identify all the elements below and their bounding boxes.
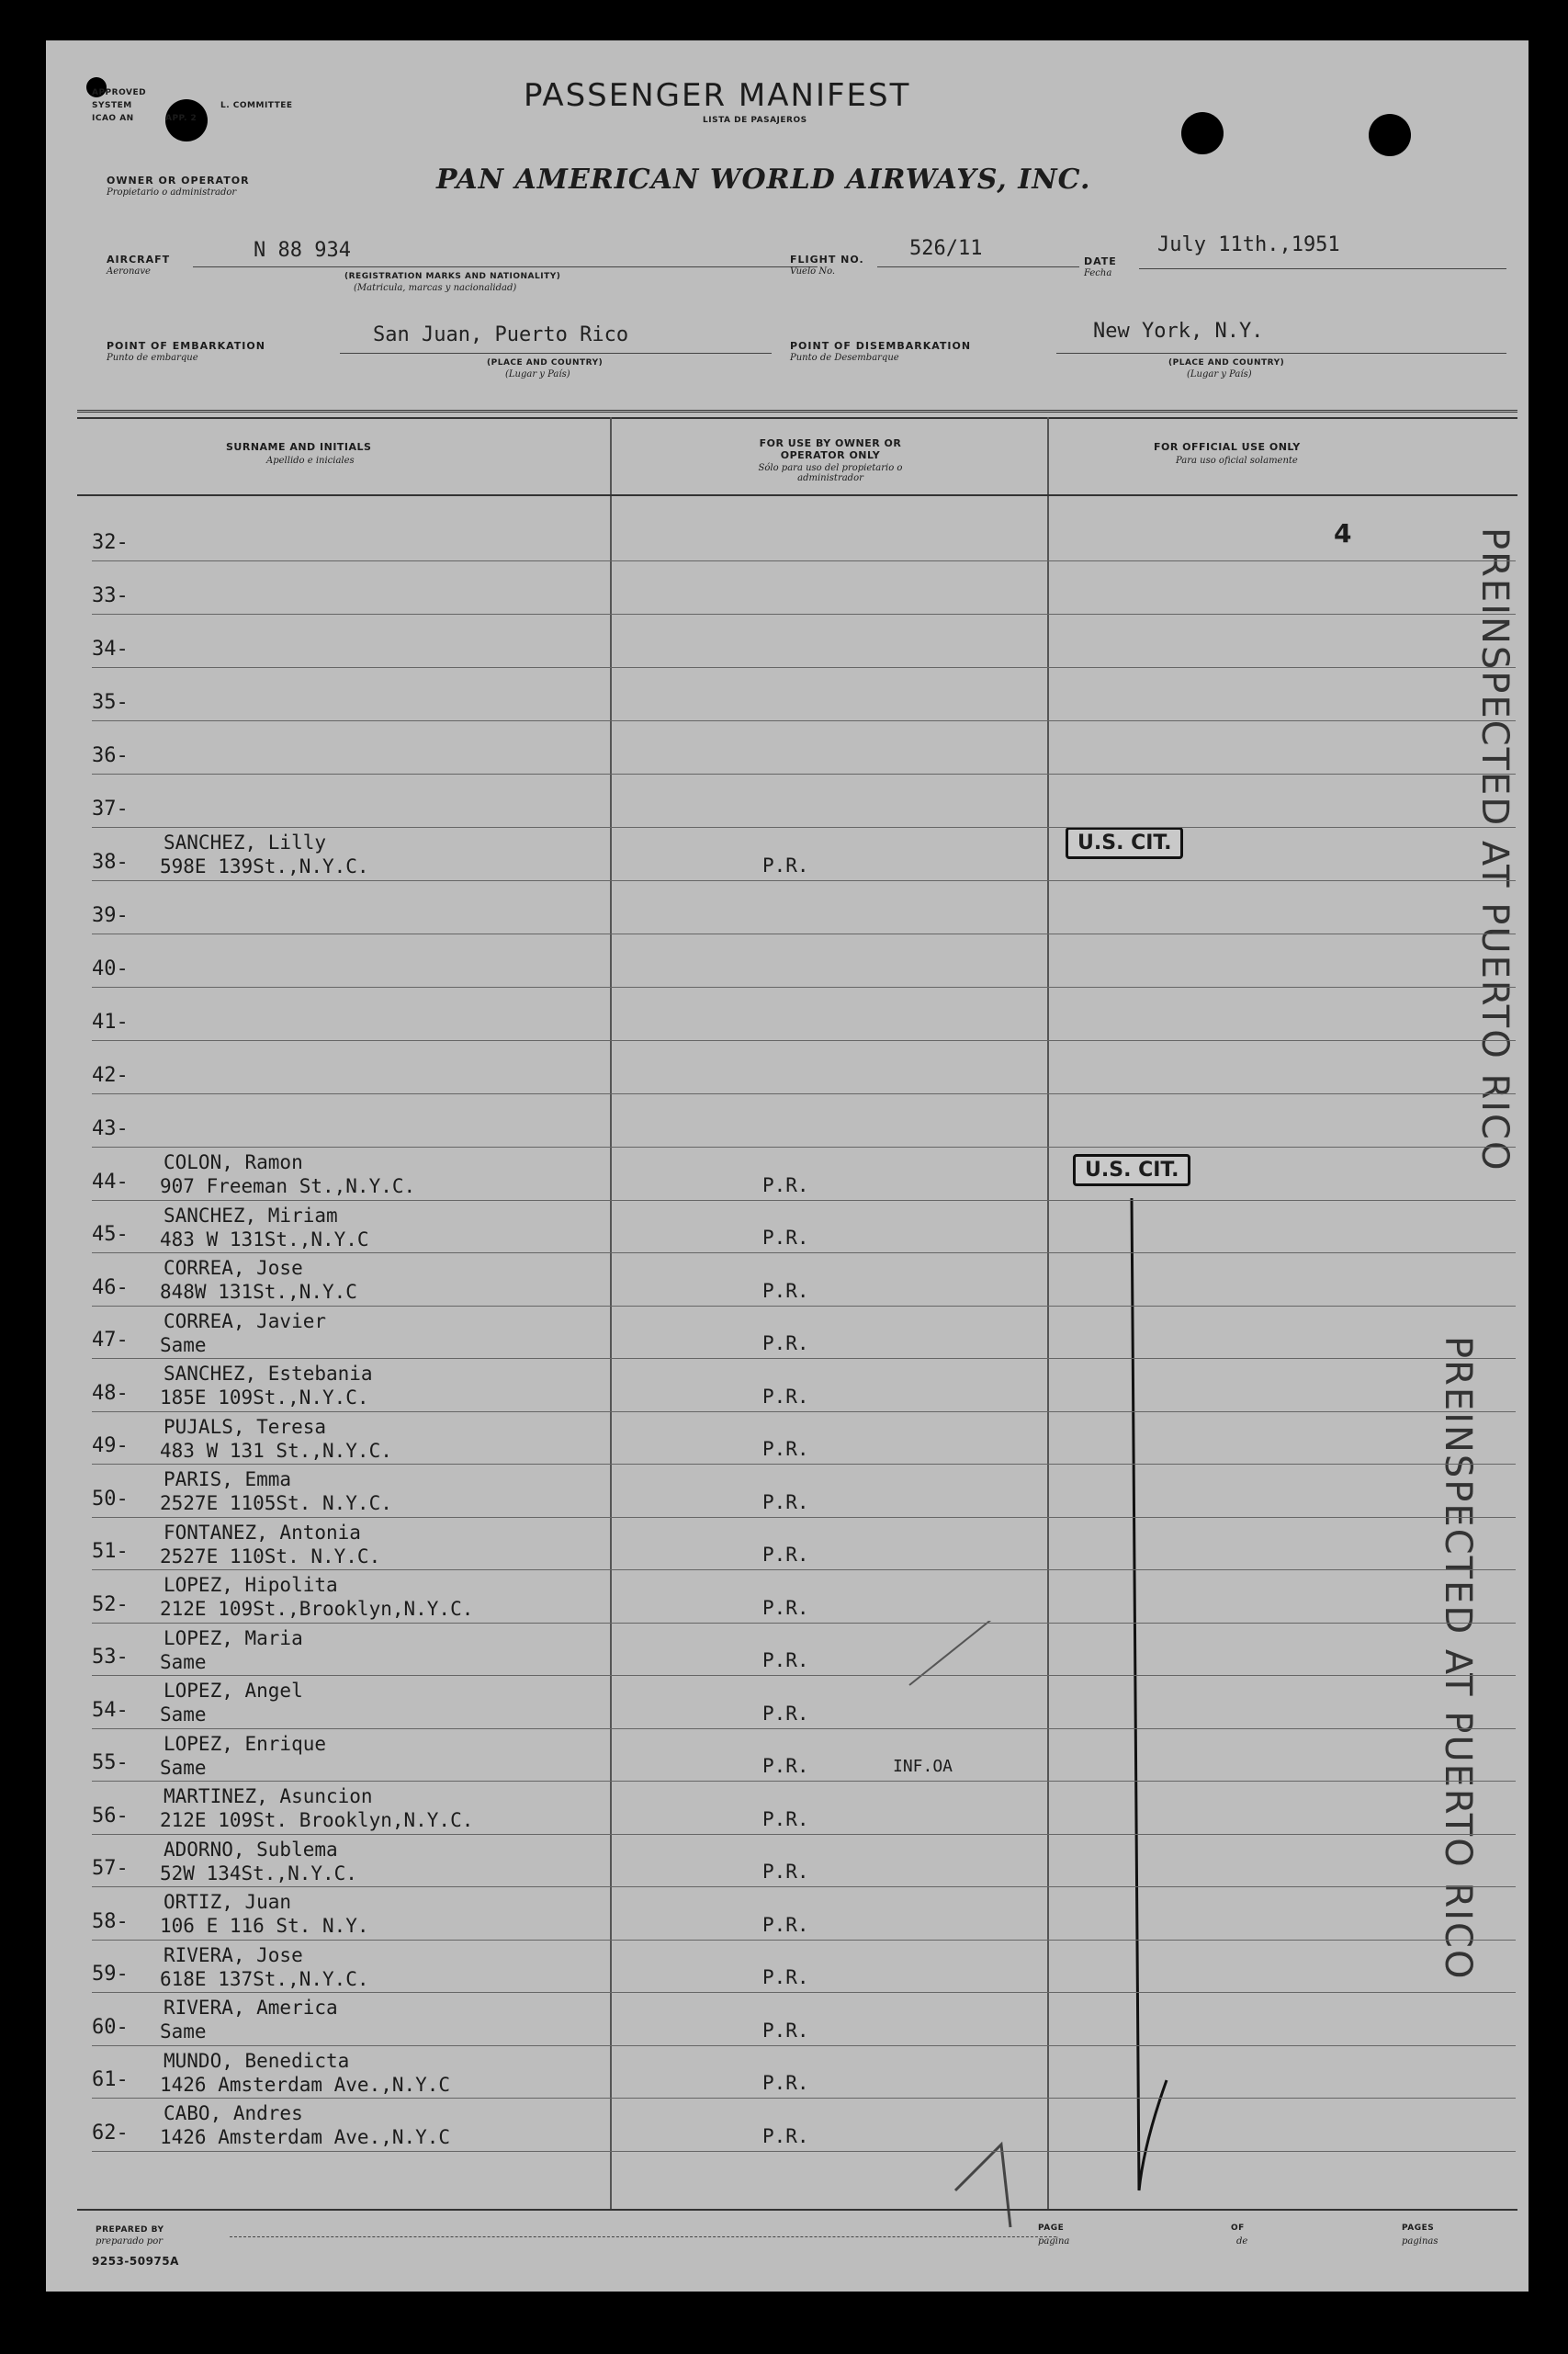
disembark-place-note-es: (Lugar y País) xyxy=(1187,369,1252,379)
passenger-name: PUJALS, Teresa xyxy=(164,1415,327,1438)
bracket-line xyxy=(1111,1198,1185,2209)
row-number: 54- xyxy=(92,1698,129,1722)
registration-note-es: (Matricula, marcas y nacionalidad) xyxy=(354,283,517,293)
passenger-name: ORTIZ, Juan xyxy=(164,1891,292,1913)
row-rule xyxy=(92,1675,1516,1676)
row-number: 46- xyxy=(92,1275,129,1299)
row-number: 58- xyxy=(92,1909,129,1933)
us-cit-stamp-1: U.S. CIT. xyxy=(1066,827,1183,859)
row-number: 43- xyxy=(92,1117,129,1140)
row-number: 40- xyxy=(92,957,129,980)
infoa-note: INF.OA xyxy=(893,1757,953,1776)
passenger-name: LOPEZ, Enrique xyxy=(164,1732,327,1755)
row-rule xyxy=(92,1093,1516,1094)
row-rule xyxy=(92,1623,1516,1624)
aircraft-underline xyxy=(193,266,818,267)
row-number: 53- xyxy=(92,1646,129,1669)
embark-place-note-es: (Lugar y País) xyxy=(505,369,570,379)
passenger-address: 907 Freeman St.,N.Y.C. xyxy=(160,1175,416,1197)
row-rule xyxy=(92,1992,1516,1993)
row-number: 37- xyxy=(92,798,129,821)
owner-value: PAN AMERICAN WORLD AIRWAYS, INC. xyxy=(436,164,1091,196)
owner-use-entry: P.R. xyxy=(762,1544,809,1566)
aircraft-value: N 88 934 xyxy=(254,239,351,262)
passenger-address: 52W 134St.,N.Y.C. xyxy=(160,1862,357,1884)
of-label: OF xyxy=(1231,2224,1245,2233)
table-top-rule-2 xyxy=(77,417,1517,419)
owner-use-entry: P.R. xyxy=(762,1332,809,1354)
embark-place-note: (PLACE AND COUNTRY) xyxy=(487,358,604,368)
passenger-address: 483 W 131 St.,N.Y.C. xyxy=(160,1439,392,1462)
owner-use-entry: P.R. xyxy=(762,1755,809,1777)
passenger-address: 618E 137St.,N.Y.C. xyxy=(160,1967,369,1990)
owner-use-entry: P.R. xyxy=(762,1913,809,1936)
form-number: 9253-50975A xyxy=(92,2255,179,2268)
passenger-name: LOPEZ, Maria xyxy=(164,1626,303,1649)
row-number: 38- xyxy=(92,851,129,874)
row-number: 56- xyxy=(92,1804,129,1828)
row-rule xyxy=(92,2098,1516,2099)
row-number: 41- xyxy=(92,1011,129,1034)
row-rule xyxy=(92,1200,1516,1201)
approved-app: APP. 2 xyxy=(165,114,197,123)
row-rule xyxy=(92,1411,1516,1412)
preinspected-stamp-1: PREINSPECTED AT PUERTO RICO xyxy=(1473,527,1516,1172)
row-number: 32- xyxy=(92,531,129,554)
owner-use-entry: P.R. xyxy=(762,2072,809,2094)
handwritten-marks xyxy=(854,1621,1075,2264)
passenger-address: 2527E 110St. N.Y.C. xyxy=(160,1545,381,1567)
passenger-name: MARTINEZ, Asuncion xyxy=(164,1785,373,1807)
date-value: July 11th.,1951 xyxy=(1157,233,1340,256)
row-number: 51- xyxy=(92,1540,129,1563)
date-label-es: Fecha xyxy=(1084,268,1112,278)
passenger-address: 848W 131St.,N.Y.C xyxy=(160,1281,357,1303)
passenger-name: RIVERA, America xyxy=(164,1997,338,2019)
manifest-title-es: LISTA DE PASAJEROS xyxy=(703,116,807,125)
row-rule xyxy=(92,1940,1516,1941)
embark-label: POINT OF EMBARKATION xyxy=(107,340,265,352)
passenger-name: SANCHEZ, Estebania xyxy=(164,1363,373,1385)
row-number: 34- xyxy=(92,638,129,661)
date-label: DATE xyxy=(1084,255,1117,267)
row-rule xyxy=(92,720,1516,721)
header-bottom-rule xyxy=(77,494,1517,496)
row-rule xyxy=(92,667,1516,668)
page-label-es: pagina xyxy=(1038,2236,1070,2246)
punch-hole xyxy=(1369,114,1411,156)
row-number: 45- xyxy=(92,1223,129,1246)
row-number: 55- xyxy=(92,1751,129,1774)
row-rule xyxy=(92,1569,1516,1570)
passenger-address: 212E 109St. Brooklyn,N.Y.C. xyxy=(160,1809,474,1831)
owner-use-entry: P.R. xyxy=(762,1438,809,1460)
disembark-underline xyxy=(1056,353,1506,354)
owner-use-entry: P.R. xyxy=(762,1596,809,1619)
owner-use-entry: P.R. xyxy=(762,2019,809,2042)
passenger-name: ADORNO, Sublema xyxy=(164,1838,338,1861)
row-rule xyxy=(92,1252,1516,1253)
table-top-rule xyxy=(77,410,1517,413)
passenger-address: 2527E 1105St. N.Y.C. xyxy=(160,1492,392,1514)
disembark-value: New York, N.Y. xyxy=(1093,320,1264,343)
punch-hole xyxy=(1181,112,1224,154)
owner-use-entry: P.R. xyxy=(762,1861,809,1883)
passenger-address: Same xyxy=(160,1650,207,1673)
prepared-by-label: PREPARED BY xyxy=(96,2225,164,2235)
passenger-name: LOPEZ, Angel xyxy=(164,1680,303,1702)
row-number: 57- xyxy=(92,1857,129,1880)
of-label-es: de xyxy=(1236,2236,1248,2246)
row-rule xyxy=(92,1040,1516,1041)
row-rule xyxy=(92,1517,1516,1518)
owner-use-entry: P.R. xyxy=(762,1649,809,1671)
owner-use-entry: P.R. xyxy=(762,1702,809,1725)
aircraft-label-es: Aeronave xyxy=(107,266,151,277)
row-rule xyxy=(92,1728,1516,1729)
us-cit-stamp-2: U.S. CIT. xyxy=(1073,1154,1190,1186)
row-number: 36- xyxy=(92,744,129,767)
owner-use-entry: P.R. xyxy=(762,1279,809,1302)
owner-use-entry: P.R. xyxy=(762,1173,809,1196)
row-number: 39- xyxy=(92,904,129,927)
row-rule xyxy=(92,1358,1516,1359)
row-number: 59- xyxy=(92,1963,129,1986)
embark-underline xyxy=(340,353,772,354)
passenger-name: LOPEZ, Hipolita xyxy=(164,1574,338,1596)
pages-label-es: paginas xyxy=(1402,2236,1438,2246)
row-number: 48- xyxy=(92,1381,129,1405)
registration-note: (REGISTRATION MARKS AND NATIONALITY) xyxy=(344,272,561,281)
passenger-name: SANCHEZ, Miriam xyxy=(164,1204,338,1227)
row-rule xyxy=(92,2151,1516,2152)
row-number: 61- xyxy=(92,2068,129,2091)
owner-use-entry: P.R. xyxy=(762,1807,809,1830)
passenger-address: 483 W 131St.,N.Y.C xyxy=(160,1228,369,1251)
disembark-place-note: (PLACE AND COUNTRY) xyxy=(1168,358,1285,368)
row-rule xyxy=(92,1464,1516,1465)
passenger-address: 185E 109St.,N.Y.C. xyxy=(160,1386,369,1409)
passenger-address: 598E 139St.,N.Y.C. xyxy=(160,855,369,877)
aircraft-label: AIRCRAFT xyxy=(107,254,171,266)
row-rule xyxy=(92,1834,1516,1835)
row-rule xyxy=(92,880,1516,881)
passenger-address: Same xyxy=(160,1333,207,1356)
surname-header: SURNAME AND INITIALS xyxy=(226,441,372,453)
passenger-name: SANCHEZ, Lilly xyxy=(164,832,327,854)
passenger-name: COLON, Ramon xyxy=(164,1151,303,1173)
owner-use-entry: P.R. xyxy=(762,2124,809,2147)
manifest-title: PASSENGER MANIFEST xyxy=(524,77,911,114)
owner-use-entry: P.R. xyxy=(762,1490,809,1513)
passenger-name: MUNDO, Benedicta xyxy=(164,2049,350,2072)
owner-use-header-es: Sólo para uso del propietario o administrador xyxy=(758,463,903,483)
approved-icao: ICAO AN xyxy=(92,114,134,123)
official-use-header: FOR OFFICIAL USE ONLY xyxy=(1154,441,1301,453)
row-rule xyxy=(92,1306,1516,1307)
preinspected-stamp-2: PREINSPECTED AT PUERTO RICO xyxy=(1437,1336,1479,1981)
row-rule xyxy=(92,774,1516,775)
passenger-name: CORREA, Jose xyxy=(164,1257,303,1279)
passenger-address: 106 E 116 St. N.Y. xyxy=(160,1915,369,1937)
row-rule xyxy=(92,1147,1516,1148)
row-number: 33- xyxy=(92,584,129,607)
passenger-address: Same xyxy=(160,1703,207,1726)
row-number: 47- xyxy=(92,1329,129,1352)
owner-use-entry: P.R. xyxy=(762,854,809,877)
embark-value: San Juan, Puerto Rico xyxy=(373,323,629,346)
row-rule xyxy=(92,560,1516,561)
passenger-address: 1426 Amsterdam Ave.,N.Y.C xyxy=(160,2073,451,2096)
flight-label-es: Vuelo No. xyxy=(790,266,836,277)
footer-rule xyxy=(77,2209,1517,2211)
passenger-name: RIVERA, Jose xyxy=(164,1943,303,1966)
embark-label-es: Punto de embarque xyxy=(107,353,198,363)
row-rule xyxy=(92,1781,1516,1782)
passenger-address: 1426 Amsterdam Ave.,N.Y.C xyxy=(160,2126,451,2148)
prepared-by-underline xyxy=(230,2236,1056,2237)
row-rule xyxy=(92,827,1516,828)
row-number: 50- xyxy=(92,1487,129,1511)
prepared-by-label-es: preparado por xyxy=(96,2236,164,2246)
official-mark: 4 xyxy=(1334,518,1352,549)
owner-use-entry: P.R. xyxy=(762,1227,809,1249)
column-divider-1 xyxy=(610,417,612,2209)
row-number: 44- xyxy=(92,1170,129,1194)
disembark-label-es: Punto de Desembarque xyxy=(790,353,899,363)
row-rule xyxy=(92,614,1516,615)
row-number: 52- xyxy=(92,1592,129,1616)
passenger-address: Same xyxy=(160,1756,207,1779)
surname-header-es: Apellido e iniciales xyxy=(266,456,355,466)
passenger-name: CABO, Andres xyxy=(164,2102,303,2124)
disembark-label: POINT OF DISEMBARKATION xyxy=(790,340,972,352)
flight-underline xyxy=(877,266,1079,267)
passenger-address: 212E 109St.,Brooklyn,N.Y.C. xyxy=(160,1598,474,1620)
owner-use-header: FOR USE BY OWNER OR OPERATOR ONLY xyxy=(759,437,902,461)
passenger-name: PARIS, Emma xyxy=(164,1468,292,1490)
row-number: 42- xyxy=(92,1064,129,1087)
passenger-name: FONTANEZ, Antonia xyxy=(164,1521,361,1544)
flight-label: FLIGHT NO. xyxy=(790,254,864,266)
row-number: 35- xyxy=(92,691,129,714)
owner-label: OWNER OR OPERATOR xyxy=(107,175,250,187)
owner-label-es: Propietario o administrador xyxy=(107,187,237,198)
owner-use-entry: P.R. xyxy=(762,1966,809,1988)
approved-label: APPROVED xyxy=(92,88,147,97)
approved-committee: L. COMMITTEE xyxy=(220,101,293,110)
row-number: 49- xyxy=(92,1434,129,1457)
row-rule xyxy=(92,987,1516,988)
page-label: PAGE xyxy=(1038,2224,1065,2233)
row-number: 62- xyxy=(92,2121,129,2145)
passenger-name: CORREA, Javier xyxy=(164,1309,327,1332)
row-rule xyxy=(92,2045,1516,2046)
owner-use-entry: P.R. xyxy=(762,1385,809,1408)
flight-value: 526/11 xyxy=(909,237,983,260)
row-number: 60- xyxy=(92,2015,129,2039)
passenger-address: Same xyxy=(160,2020,207,2043)
row-rule xyxy=(92,1886,1516,1887)
manifest-sheet xyxy=(46,40,1529,2292)
official-use-header-es: Para uso oficial solamente xyxy=(1176,456,1298,466)
approved-system: SYSTEM xyxy=(92,101,132,110)
pages-label: PAGES xyxy=(1402,2224,1435,2233)
date-underline xyxy=(1139,268,1506,269)
